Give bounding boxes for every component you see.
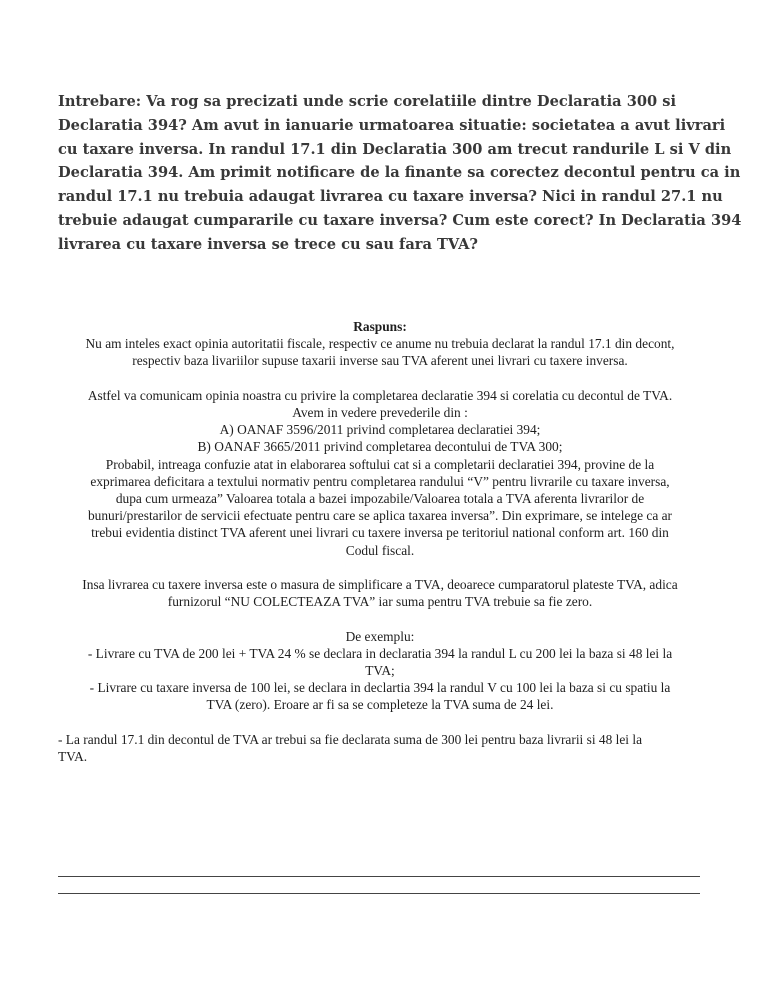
- question-line: Declaratia 394. Am primit notificare de la finante sa corectez decontul pentru ca in: [58, 164, 741, 182]
- question-line: cu taxare inversa. In randul 17.1 din Declaratia 300 am trecut randurile L si V din: [58, 140, 732, 158]
- footer-rule: [58, 876, 700, 877]
- example-line: - Livrare cu taxare inversa de 100 lei, se declara in declartia 394 la randul V cu 100 lei la baza si cu spatiu la: [89, 680, 671, 696]
- answer-p3-line: furnizorul “NU COLECTEAZA TVA” iar suma pentru TVA trebuie sa fie zero.: [167, 594, 593, 610]
- footer-rule: [58, 893, 700, 894]
- answer-p1-line: Nu am inteles exact opinia autoritatii fiscale, respectiv ce anume nu trebuia declarat la randul 17.1 din decont,: [85, 336, 675, 352]
- answer-p2-line: bunuri/prestarilor de servicii efectuate pentru care se aplica taxarea inversa”. Din exprimare, se intelege ca ar: [87, 508, 673, 524]
- answer-p2-line: A) OANAF 3596/2011 privind completarea declaratiei 394;: [219, 422, 541, 438]
- example-heading: De exemplu:: [345, 628, 415, 644]
- question-line: Intrebare: Va rog sa precizati unde scrie corelatiile dintre Declaratia 300 si: [58, 93, 677, 110]
- answer-p1-line: respectiv baza livariilor supuse taxarii inverse sau TVA aferent unei livrari cu taxere inversa.: [132, 353, 628, 369]
- question-line: randul 17.1 nu trebuia adaugat livrarea cu taxare inversa? Nici in randul 27.1 nu: [58, 188, 723, 206]
- answer-p2-line: Avem in vedere prevederile din :: [292, 405, 468, 420]
- answer-p2-line: Probabil, intreaga confuzie atat in elaborarea softului cat si a completarii declaratiei 394, provine de la: [105, 456, 655, 472]
- answer-heading: Raspuns:: [353, 319, 407, 334]
- example-line: TVA (zero). Eroare ar fi sa se completeze la TVA suma de 24 lei.: [206, 697, 554, 713]
- answer-p2-line: Astfel va comunicam opinia noastra cu privire la completarea declaratie 394 si corelatia cu decontul de TVA.: [87, 387, 673, 403]
- answer-p2-line: dupa cum urmeaza” Valoarea totala a bazei impozabile/Valoarea totala a TVA aferenta livrarilor de: [115, 491, 645, 507]
- question-line: trebuie adaugat cumpararile cu taxare inversa? Cum este corect? In Declaratia 394: [58, 211, 742, 229]
- answer-p4-line: TVA.: [58, 749, 88, 765]
- example-line: - Livrare cu TVA de 200 lei + TVA 24 % se declara in declaratia 394 la randul L cu 200 lei la baza si 48 lei la: [87, 645, 673, 661]
- paragraph-gap: [58, 714, 702, 731]
- paragraph-gap: [58, 610, 702, 627]
- paragraph-gap: [58, 559, 702, 576]
- question-line: Declaratia 394? Am avut in ianuarie urmatoarea situatie: societatea a avut livrari: [58, 116, 726, 134]
- answer-section: [58, 318, 702, 765]
- question-paragraph: [58, 90, 742, 257]
- answer-p2-line: exprimarea deficitara a textului normativ pentru completarea randului “V” pentru livrarile cu taxare inversa,: [90, 473, 670, 489]
- answer-p3-line: Insa livrarea cu taxere inversa este o masura de simplificare a TVA, deoarece cumparatorul plateste TVA, adica: [82, 577, 678, 593]
- answer-p4-line: - La randul 17.1 din decontul de TVA ar trebui sa fie declarata suma de 300 lei pentru baza livrarii si 48 lei la: [58, 731, 643, 747]
- answer-p2-line: Codul fiscal.: [345, 542, 415, 558]
- paragraph-gap: [58, 370, 702, 387]
- answer-p2-line: trebui evidentia distinct TVA aferent unei livrari cu taxere inversa pe teritoriul national conform art. 160 din: [91, 525, 669, 541]
- question-line: livrarea cu taxare inversa se trece cu sau fara TVA?: [58, 235, 478, 253]
- example-line: TVA;: [365, 663, 395, 679]
- answer-p2-line: B) OANAF 3665/2011 privind completarea decontului de TVA 300;: [197, 439, 563, 455]
